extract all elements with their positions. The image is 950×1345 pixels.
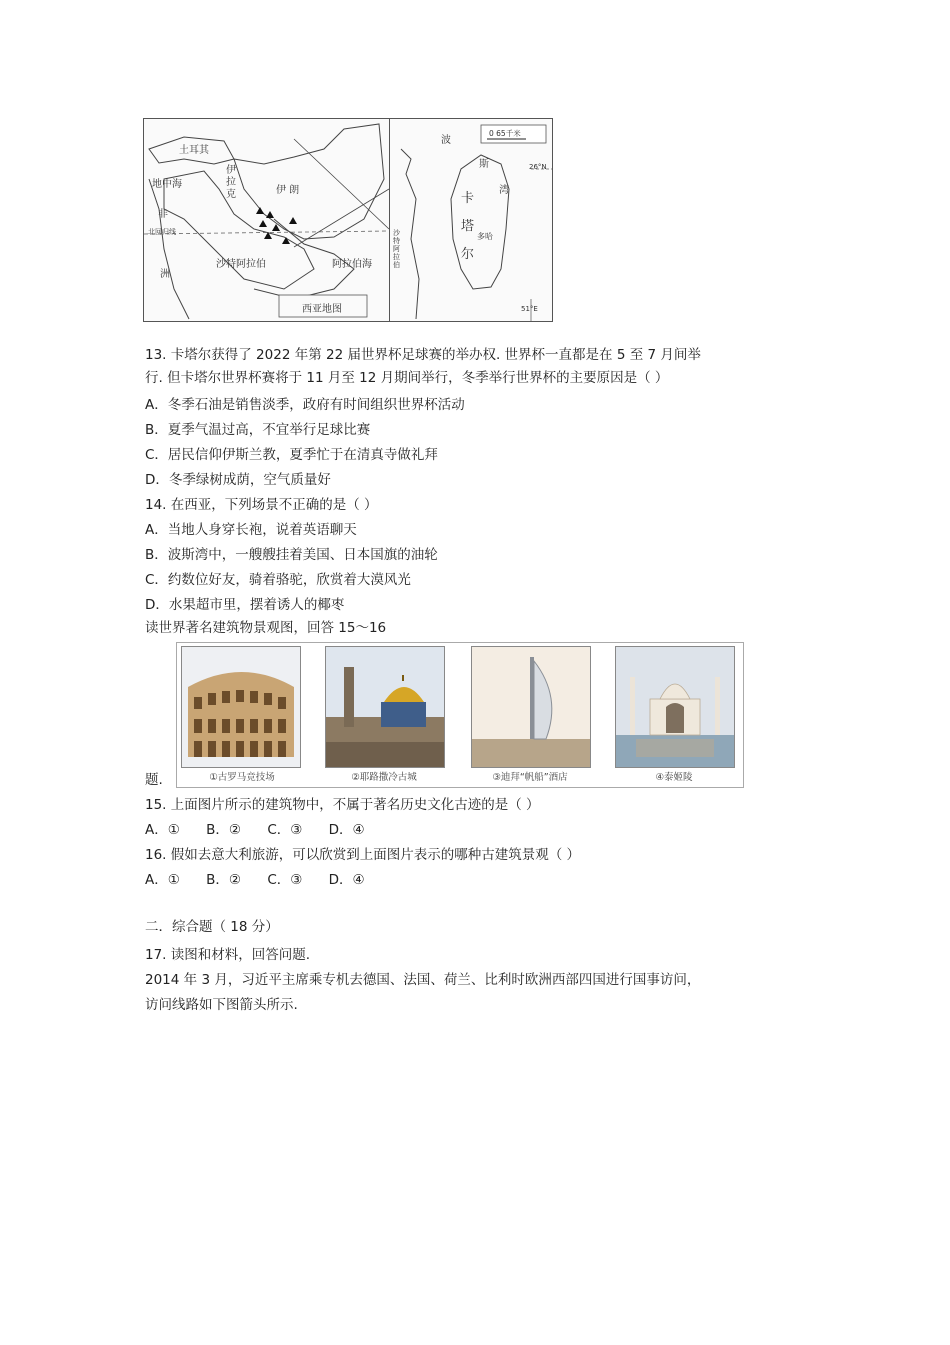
q16-option-a: A．① — [145, 872, 180, 888]
inset-label-gulf-3: 湾 — [499, 185, 509, 196]
q15-option-b: B．② — [206, 822, 242, 838]
map-label-arabian-sea: 阿拉伯海 — [332, 259, 372, 270]
west-asia-map-main — [144, 119, 390, 321]
map-label-africa-1: 非 — [158, 209, 168, 220]
caption-jerusalem: ②耶路撒冷古城 — [351, 772, 417, 783]
inset-label-qatar-1: 卡 — [461, 191, 475, 206]
caption-burj-al-arab: ③迪拜“帆船”酒店 — [492, 772, 568, 783]
caption-colosseum: ①古罗马竞技场 — [209, 772, 275, 783]
map-label-tropic: 北回归线 — [148, 228, 176, 236]
q14-option-a: A．当地人身穿长袍，说着英语聊天 — [145, 522, 357, 538]
inset-label-saudi: 沙 特 阿 拉 伯 — [393, 229, 400, 269]
q15-option-d: D．④ — [328, 822, 365, 838]
q16-option-b: B．② — [206, 872, 242, 888]
photo-jerusalem — [325, 646, 445, 768]
jerusalem-image — [326, 647, 444, 767]
q13-option-c: C．居民信仰伊斯兰教，夏季忙于在清真寺做礼拜 — [145, 447, 438, 463]
qatar-inset-map — [391, 119, 552, 321]
q13-option-b: B．夏季气温过高，不宜举行足球比赛 — [145, 422, 371, 438]
q13-option-a: A．冬季石油是销售淡季，政府有时间组织世界杯活动 — [145, 397, 465, 413]
q13-stem-line-1: 13. 卡塔尔获得了 2022 年第 22 届世界杯足球赛的举办权. 世界杯一直都是在 5 至 7 月间举 — [145, 347, 701, 363]
map-label-africa-2: 洲 — [160, 269, 170, 280]
map-title: 西亚地图 — [302, 304, 342, 315]
q15-stem: 15. 上面图片所示的建筑物中，不属于著名历史文化古迹的是（ ） — [145, 797, 540, 813]
caption-taj-mahal: ④泰姬陵 — [655, 772, 693, 783]
q15-option-c: C．③ — [267, 822, 303, 838]
q13-option-d: D．冬季绿树成荫，空气质量好 — [145, 472, 331, 488]
photo-burj-al-arab — [471, 646, 591, 768]
q14-option-b: B．波斯湾中，一艘艘挂着美国、日本国旗的油轮 — [145, 547, 438, 563]
intro-line: 读世界著名建筑物景观图，回答 15～16 — [145, 620, 387, 636]
q17-material-line-2: 访问线路如下图箭头所示. — [145, 997, 298, 1013]
q16-stem: 16. 假如去意大利旅游，可以欣赏到上面图片表示的哪种古建筑景观（ ） — [145, 847, 581, 863]
q16-options — [145, 871, 387, 889]
q14-option-c: C．约数位好友，骑着骆驼，欣赏着大漠风光 — [145, 572, 411, 588]
photo-colosseum — [181, 646, 301, 768]
colosseum-image — [182, 647, 300, 767]
map-label-saudi: 沙特阿拉伯 — [216, 259, 266, 270]
burj-al-arab-image — [472, 647, 590, 767]
map-label-mediterranean: 地中海 — [152, 179, 182, 190]
inset-label-qatar-3: 尔 — [461, 247, 475, 262]
inset-latitude: 26°N — [529, 163, 547, 171]
inset-longitude: 51°E — [521, 305, 538, 313]
map-label-iran: 伊 朗 — [276, 185, 300, 196]
section2-title: 二．综合题（ 18 分） — [145, 919, 279, 935]
inset-label-gulf-1: 波 — [441, 135, 451, 146]
map-label-turkey: 土耳其 — [179, 145, 209, 156]
photo-taj-mahal — [615, 646, 735, 768]
map-label-iraq: 伊 拉 克 — [226, 165, 236, 200]
inset-label-qatar-2: 塔 — [461, 219, 475, 234]
building-photos — [176, 642, 744, 788]
q13-stem-line-2: 行. 但卡塔尔世界杯赛将于 11 月至 12 月期间举行，冬季举行世界杯的主要原因是（ ） — [145, 370, 669, 386]
inset-label-doha: 多哈 — [477, 232, 493, 241]
taj-mahal-image — [616, 647, 734, 767]
q15-option-a: A．① — [145, 822, 180, 838]
q14-option-d: D．水果超市里，摆着诱人的椰枣 — [145, 597, 345, 613]
q16-option-d: D．④ — [328, 872, 365, 888]
q17-material-line-1: 2014 年 3 月，习近平主席乘专机去德国、法国、荷兰、比利时欧洲西部四国进行国事访问， — [145, 972, 701, 988]
west-asia-map — [143, 118, 553, 322]
intro-tail: 题. — [145, 772, 163, 788]
q16-option-c: C．③ — [267, 872, 303, 888]
q17-stem: 17. 读图和材料，回答问题. — [145, 947, 311, 963]
q15-options — [145, 821, 387, 839]
inset-label-gulf-2: 斯 — [479, 159, 489, 170]
inset-scale: 0 65千米 — [489, 129, 521, 138]
q14-stem: 14. 在西亚，下列场景不正确的是（ ） — [145, 497, 378, 513]
